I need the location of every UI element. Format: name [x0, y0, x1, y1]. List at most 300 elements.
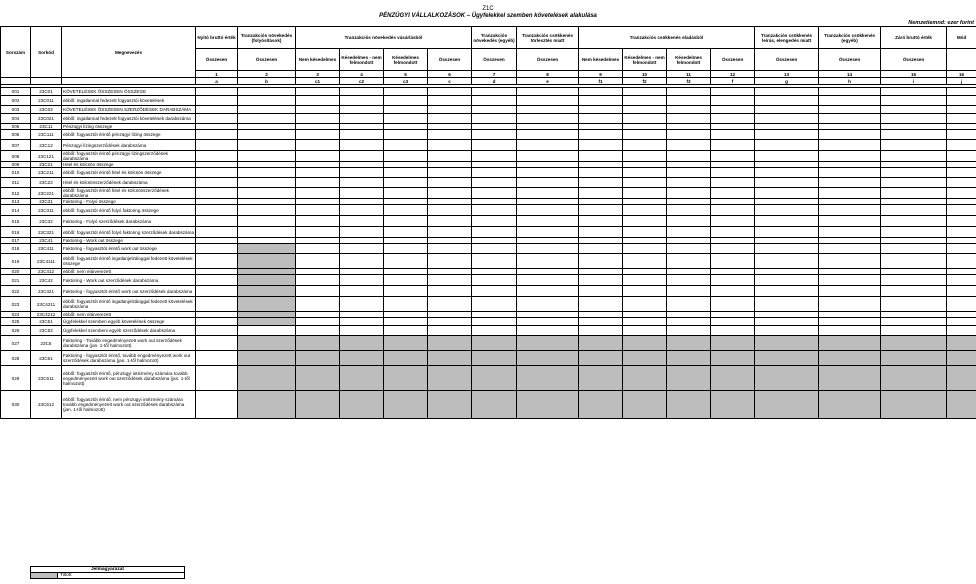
value-cell[interactable] — [667, 318, 711, 326]
value-cell[interactable] — [196, 351, 238, 366]
value-cell[interactable] — [579, 244, 623, 254]
value-cell[interactable] — [296, 244, 340, 254]
value-cell[interactable] — [340, 130, 384, 140]
value-cell[interactable] — [819, 227, 881, 238]
value-cell[interactable] — [472, 254, 517, 269]
value-cell[interactable] — [428, 178, 472, 188]
value-cell[interactable] — [384, 88, 428, 96]
value-cell[interactable] — [711, 140, 755, 151]
value-cell[interactable] — [428, 216, 472, 227]
value-cell[interactable] — [711, 178, 755, 188]
value-cell[interactable] — [579, 297, 623, 312]
value-cell[interactable] — [819, 151, 881, 162]
value-cell[interactable] — [819, 130, 881, 140]
value-cell[interactable] — [428, 254, 472, 269]
value-cell[interactable] — [579, 140, 623, 151]
value-cell[interactable] — [623, 188, 667, 199]
value-cell[interactable] — [196, 88, 238, 96]
value-cell[interactable] — [428, 244, 472, 254]
value-cell[interactable] — [296, 168, 340, 178]
value-cell[interactable] — [881, 326, 947, 336]
value-cell[interactable] — [428, 286, 472, 297]
value-cell[interactable] — [881, 114, 947, 124]
value-cell[interactable] — [623, 286, 667, 297]
value-cell[interactable] — [755, 254, 819, 269]
value-cell[interactable] — [579, 88, 623, 96]
value-cell[interactable] — [238, 106, 296, 114]
value-cell[interactable] — [819, 254, 881, 269]
value-cell[interactable] — [667, 254, 711, 269]
value-cell[interactable] — [819, 178, 881, 188]
value-cell[interactable] — [296, 286, 340, 297]
value-cell[interactable] — [881, 106, 947, 114]
value-cell[interactable] — [238, 178, 296, 188]
value-cell[interactable] — [579, 216, 623, 227]
value-cell[interactable] — [881, 254, 947, 269]
value-cell[interactable] — [517, 114, 579, 124]
value-cell[interactable] — [384, 96, 428, 106]
value-cell[interactable] — [238, 188, 296, 199]
value-cell[interactable] — [384, 216, 428, 227]
value-cell[interactable] — [881, 275, 947, 286]
value-cell[interactable] — [196, 205, 238, 216]
value-cell[interactable] — [755, 188, 819, 199]
value-cell[interactable] — [881, 168, 947, 178]
value-cell[interactable] — [819, 216, 881, 227]
value-cell[interactable] — [472, 114, 517, 124]
value-cell[interactable] — [517, 275, 579, 286]
value-cell[interactable] — [517, 178, 579, 188]
value-cell[interactable] — [579, 130, 623, 140]
value-cell[interactable] — [623, 106, 667, 114]
value-cell[interactable] — [296, 326, 340, 336]
value-cell[interactable] — [947, 130, 976, 140]
value-cell[interactable] — [623, 140, 667, 151]
value-cell[interactable] — [579, 205, 623, 216]
value-cell[interactable] — [384, 140, 428, 151]
value-cell[interactable] — [517, 151, 579, 162]
value-cell[interactable] — [296, 96, 340, 106]
value-cell[interactable] — [428, 297, 472, 312]
value-cell[interactable] — [881, 88, 947, 96]
value-cell[interactable] — [881, 96, 947, 106]
value-cell[interactable] — [472, 205, 517, 216]
value-cell[interactable] — [472, 297, 517, 312]
value-cell[interactable] — [340, 140, 384, 151]
value-cell[interactable] — [711, 205, 755, 216]
value-cell[interactable] — [947, 216, 976, 227]
value-cell[interactable] — [711, 151, 755, 162]
value-cell[interactable] — [881, 205, 947, 216]
value-cell[interactable] — [196, 114, 238, 124]
value-cell[interactable] — [238, 151, 296, 162]
value-cell[interactable] — [296, 275, 340, 286]
value-cell[interactable] — [711, 168, 755, 178]
value-cell[interactable] — [755, 106, 819, 114]
value-cell[interactable] — [340, 114, 384, 124]
value-cell[interactable] — [296, 140, 340, 151]
value-cell[interactable] — [428, 96, 472, 106]
value-cell[interactable] — [579, 275, 623, 286]
value-cell[interactable] — [196, 254, 238, 269]
value-cell[interactable] — [472, 188, 517, 199]
value-cell[interactable] — [819, 114, 881, 124]
value-cell[interactable] — [196, 326, 238, 336]
value-cell[interactable] — [947, 96, 976, 106]
value-cell[interactable] — [667, 326, 711, 336]
value-cell[interactable] — [384, 130, 428, 140]
value-cell[interactable] — [296, 254, 340, 269]
value-cell[interactable] — [667, 130, 711, 140]
value-cell[interactable] — [881, 151, 947, 162]
value-cell[interactable] — [667, 96, 711, 106]
value-cell[interactable] — [755, 297, 819, 312]
value-cell[interactable] — [196, 151, 238, 162]
value-cell[interactable] — [340, 286, 384, 297]
value-cell[interactable] — [819, 326, 881, 336]
value-cell[interactable] — [340, 88, 384, 96]
value-cell[interactable] — [623, 178, 667, 188]
value-cell[interactable] — [428, 106, 472, 114]
value-cell[interactable] — [384, 178, 428, 188]
value-cell[interactable] — [755, 275, 819, 286]
value-cell[interactable] — [579, 188, 623, 199]
value-cell[interactable] — [947, 286, 976, 297]
value-cell[interactable] — [384, 297, 428, 312]
value-cell[interactable] — [579, 286, 623, 297]
value-cell[interactable] — [755, 168, 819, 178]
value-cell[interactable] — [238, 205, 296, 216]
value-cell[interactable] — [755, 178, 819, 188]
value-cell[interactable] — [623, 275, 667, 286]
value-cell[interactable] — [623, 244, 667, 254]
value-cell[interactable] — [947, 178, 976, 188]
value-cell[interactable] — [428, 326, 472, 336]
value-cell[interactable] — [340, 297, 384, 312]
value-cell[interactable] — [238, 216, 296, 227]
value-cell[interactable] — [196, 297, 238, 312]
value-cell[interactable] — [340, 205, 384, 216]
value-cell[interactable] — [755, 151, 819, 162]
value-cell[interactable] — [340, 178, 384, 188]
value-cell[interactable] — [667, 286, 711, 297]
value-cell[interactable] — [711, 254, 755, 269]
value-cell[interactable] — [340, 326, 384, 336]
value-cell[interactable] — [196, 391, 238, 419]
value-cell[interactable] — [881, 140, 947, 151]
value-cell[interactable] — [711, 130, 755, 140]
value-cell[interactable] — [579, 178, 623, 188]
value-cell[interactable] — [196, 130, 238, 140]
value-cell[interactable] — [755, 227, 819, 238]
value-cell[interactable] — [755, 130, 819, 140]
value-cell[interactable] — [196, 178, 238, 188]
value-cell[interactable] — [623, 114, 667, 124]
value-cell[interactable] — [517, 326, 579, 336]
value-cell[interactable] — [472, 130, 517, 140]
value-cell[interactable] — [819, 168, 881, 178]
value-cell[interactable] — [667, 205, 711, 216]
value-cell[interactable] — [428, 88, 472, 96]
value-cell[interactable] — [384, 244, 428, 254]
value-cell[interactable] — [428, 227, 472, 238]
value-cell[interactable] — [384, 106, 428, 114]
value-cell[interactable] — [623, 151, 667, 162]
value-cell[interactable] — [819, 297, 881, 312]
value-cell[interactable] — [947, 244, 976, 254]
value-cell[interactable] — [384, 286, 428, 297]
value-cell[interactable] — [755, 318, 819, 326]
value-cell[interactable] — [819, 96, 881, 106]
value-cell[interactable] — [196, 216, 238, 227]
value-cell[interactable] — [947, 227, 976, 238]
value-cell[interactable] — [819, 88, 881, 96]
value-cell[interactable] — [384, 205, 428, 216]
value-cell[interactable] — [667, 114, 711, 124]
value-cell[interactable] — [711, 275, 755, 286]
value-cell[interactable] — [623, 326, 667, 336]
value-cell[interactable] — [667, 297, 711, 312]
value-cell[interactable] — [755, 326, 819, 336]
value-cell[interactable] — [819, 286, 881, 297]
value-cell[interactable] — [517, 140, 579, 151]
value-cell[interactable] — [428, 318, 472, 326]
value-cell[interactable] — [755, 205, 819, 216]
value-cell[interactable] — [428, 140, 472, 151]
value-cell[interactable] — [296, 216, 340, 227]
value-cell[interactable] — [667, 216, 711, 227]
value-cell[interactable] — [384, 254, 428, 269]
value-cell[interactable] — [472, 88, 517, 96]
value-cell[interactable] — [296, 318, 340, 326]
value-cell[interactable] — [296, 227, 340, 238]
value-cell[interactable] — [238, 96, 296, 106]
value-cell[interactable] — [711, 244, 755, 254]
value-cell[interactable] — [881, 227, 947, 238]
value-cell[interactable] — [340, 318, 384, 326]
value-cell[interactable] — [947, 297, 976, 312]
value-cell[interactable] — [623, 130, 667, 140]
value-cell[interactable] — [819, 188, 881, 199]
value-cell[interactable] — [428, 188, 472, 199]
value-cell[interactable] — [667, 188, 711, 199]
value-cell[interactable] — [711, 106, 755, 114]
value-cell[interactable] — [340, 96, 384, 106]
value-cell[interactable] — [384, 188, 428, 199]
value-cell[interactable] — [196, 275, 238, 286]
value-cell[interactable] — [667, 151, 711, 162]
value-cell[interactable] — [472, 96, 517, 106]
value-cell[interactable] — [623, 96, 667, 106]
value-cell[interactable] — [238, 88, 296, 96]
value-cell[interactable] — [428, 130, 472, 140]
value-cell[interactable] — [296, 151, 340, 162]
value-cell[interactable] — [517, 244, 579, 254]
value-cell[interactable] — [340, 227, 384, 238]
value-cell[interactable] — [196, 96, 238, 106]
value-cell[interactable] — [472, 286, 517, 297]
value-cell[interactable] — [472, 178, 517, 188]
value-cell[interactable] — [196, 244, 238, 254]
value-cell[interactable] — [472, 168, 517, 178]
value-cell[interactable] — [711, 318, 755, 326]
value-cell[interactable] — [517, 205, 579, 216]
value-cell[interactable] — [579, 168, 623, 178]
value-cell[interactable] — [340, 151, 384, 162]
value-cell[interactable] — [517, 318, 579, 326]
value-cell[interactable] — [667, 106, 711, 114]
value-cell[interactable] — [340, 275, 384, 286]
value-cell[interactable] — [517, 297, 579, 312]
value-cell[interactable] — [517, 188, 579, 199]
value-cell[interactable] — [472, 140, 517, 151]
value-cell[interactable] — [755, 286, 819, 297]
value-cell[interactable] — [196, 188, 238, 199]
value-cell[interactable] — [623, 168, 667, 178]
value-cell[interactable] — [517, 286, 579, 297]
value-cell[interactable] — [384, 114, 428, 124]
value-cell[interactable] — [947, 326, 976, 336]
value-cell[interactable] — [711, 227, 755, 238]
value-cell[interactable] — [340, 188, 384, 199]
value-cell[interactable] — [881, 216, 947, 227]
value-cell[interactable] — [296, 106, 340, 114]
value-cell[interactable] — [428, 205, 472, 216]
value-cell[interactable] — [296, 178, 340, 188]
value-cell[interactable] — [517, 88, 579, 96]
value-cell[interactable] — [819, 318, 881, 326]
value-cell[interactable] — [579, 106, 623, 114]
value-cell[interactable] — [755, 114, 819, 124]
value-cell[interactable] — [711, 216, 755, 227]
value-cell[interactable] — [623, 254, 667, 269]
value-cell[interactable] — [711, 88, 755, 96]
value-cell[interactable] — [517, 130, 579, 140]
value-cell[interactable] — [947, 188, 976, 199]
value-cell[interactable] — [755, 244, 819, 254]
value-cell[interactable] — [947, 88, 976, 96]
value-cell[interactable] — [428, 275, 472, 286]
value-cell[interactable] — [238, 140, 296, 151]
value-cell[interactable] — [947, 114, 976, 124]
value-cell[interactable] — [196, 227, 238, 238]
value-cell[interactable] — [196, 106, 238, 114]
value-cell[interactable] — [947, 275, 976, 286]
value-cell[interactable] — [196, 366, 238, 391]
value-cell[interactable] — [472, 151, 517, 162]
value-cell[interactable] — [472, 275, 517, 286]
value-cell[interactable] — [196, 318, 238, 326]
value-cell[interactable] — [579, 326, 623, 336]
value-cell[interactable] — [819, 205, 881, 216]
value-cell[interactable] — [384, 318, 428, 326]
value-cell[interactable] — [579, 96, 623, 106]
value-cell[interactable] — [428, 151, 472, 162]
value-cell[interactable] — [667, 227, 711, 238]
value-cell[interactable] — [340, 254, 384, 269]
value-cell[interactable] — [711, 114, 755, 124]
value-cell[interactable] — [472, 227, 517, 238]
value-cell[interactable] — [711, 297, 755, 312]
value-cell[interactable] — [579, 151, 623, 162]
value-cell[interactable] — [881, 318, 947, 326]
value-cell[interactable] — [296, 297, 340, 312]
value-cell[interactable] — [579, 254, 623, 269]
value-cell[interactable] — [579, 227, 623, 238]
value-cell[interactable] — [947, 205, 976, 216]
value-cell[interactable] — [947, 254, 976, 269]
value-cell[interactable] — [340, 106, 384, 114]
value-cell[interactable] — [428, 168, 472, 178]
value-cell[interactable] — [623, 88, 667, 96]
value-cell[interactable] — [517, 216, 579, 227]
value-cell[interactable] — [428, 114, 472, 124]
value-cell[interactable] — [296, 130, 340, 140]
value-cell[interactable] — [947, 318, 976, 326]
value-cell[interactable] — [711, 326, 755, 336]
value-cell[interactable] — [755, 96, 819, 106]
value-cell[interactable] — [755, 88, 819, 96]
value-cell[interactable] — [296, 88, 340, 96]
value-cell[interactable] — [881, 130, 947, 140]
value-cell[interactable] — [472, 216, 517, 227]
value-cell[interactable] — [623, 318, 667, 326]
value-cell[interactable] — [296, 205, 340, 216]
value-cell[interactable] — [384, 151, 428, 162]
value-cell[interactable] — [196, 286, 238, 297]
value-cell[interactable] — [384, 227, 428, 238]
value-cell[interactable] — [579, 114, 623, 124]
value-cell[interactable] — [238, 227, 296, 238]
value-cell[interactable] — [472, 106, 517, 114]
value-cell[interactable] — [472, 244, 517, 254]
value-cell[interactable] — [711, 286, 755, 297]
value-cell[interactable] — [819, 244, 881, 254]
value-cell[interactable] — [296, 188, 340, 199]
value-cell[interactable] — [947, 151, 976, 162]
value-cell[interactable] — [819, 140, 881, 151]
value-cell[interactable] — [472, 326, 517, 336]
value-cell[interactable] — [517, 254, 579, 269]
value-cell[interactable] — [517, 96, 579, 106]
value-cell[interactable] — [517, 106, 579, 114]
value-cell[interactable] — [517, 227, 579, 238]
value-cell[interactable] — [384, 326, 428, 336]
value-cell[interactable] — [881, 178, 947, 188]
value-cell[interactable] — [667, 275, 711, 286]
value-cell[interactable] — [196, 168, 238, 178]
value-cell[interactable] — [947, 106, 976, 114]
value-cell[interactable] — [384, 168, 428, 178]
value-cell[interactable] — [711, 96, 755, 106]
value-cell[interactable] — [238, 326, 296, 336]
value-cell[interactable] — [623, 216, 667, 227]
value-cell[interactable] — [296, 114, 340, 124]
value-cell[interactable] — [667, 244, 711, 254]
value-cell[interactable] — [667, 178, 711, 188]
value-cell[interactable] — [384, 275, 428, 286]
value-cell[interactable] — [196, 336, 238, 351]
value-cell[interactable] — [196, 140, 238, 151]
value-cell[interactable] — [340, 244, 384, 254]
value-cell[interactable] — [881, 244, 947, 254]
value-cell[interactable] — [881, 286, 947, 297]
value-cell[interactable] — [340, 168, 384, 178]
value-cell[interactable] — [755, 140, 819, 151]
value-cell[interactable] — [819, 106, 881, 114]
value-cell[interactable] — [881, 188, 947, 199]
value-cell[interactable] — [517, 168, 579, 178]
